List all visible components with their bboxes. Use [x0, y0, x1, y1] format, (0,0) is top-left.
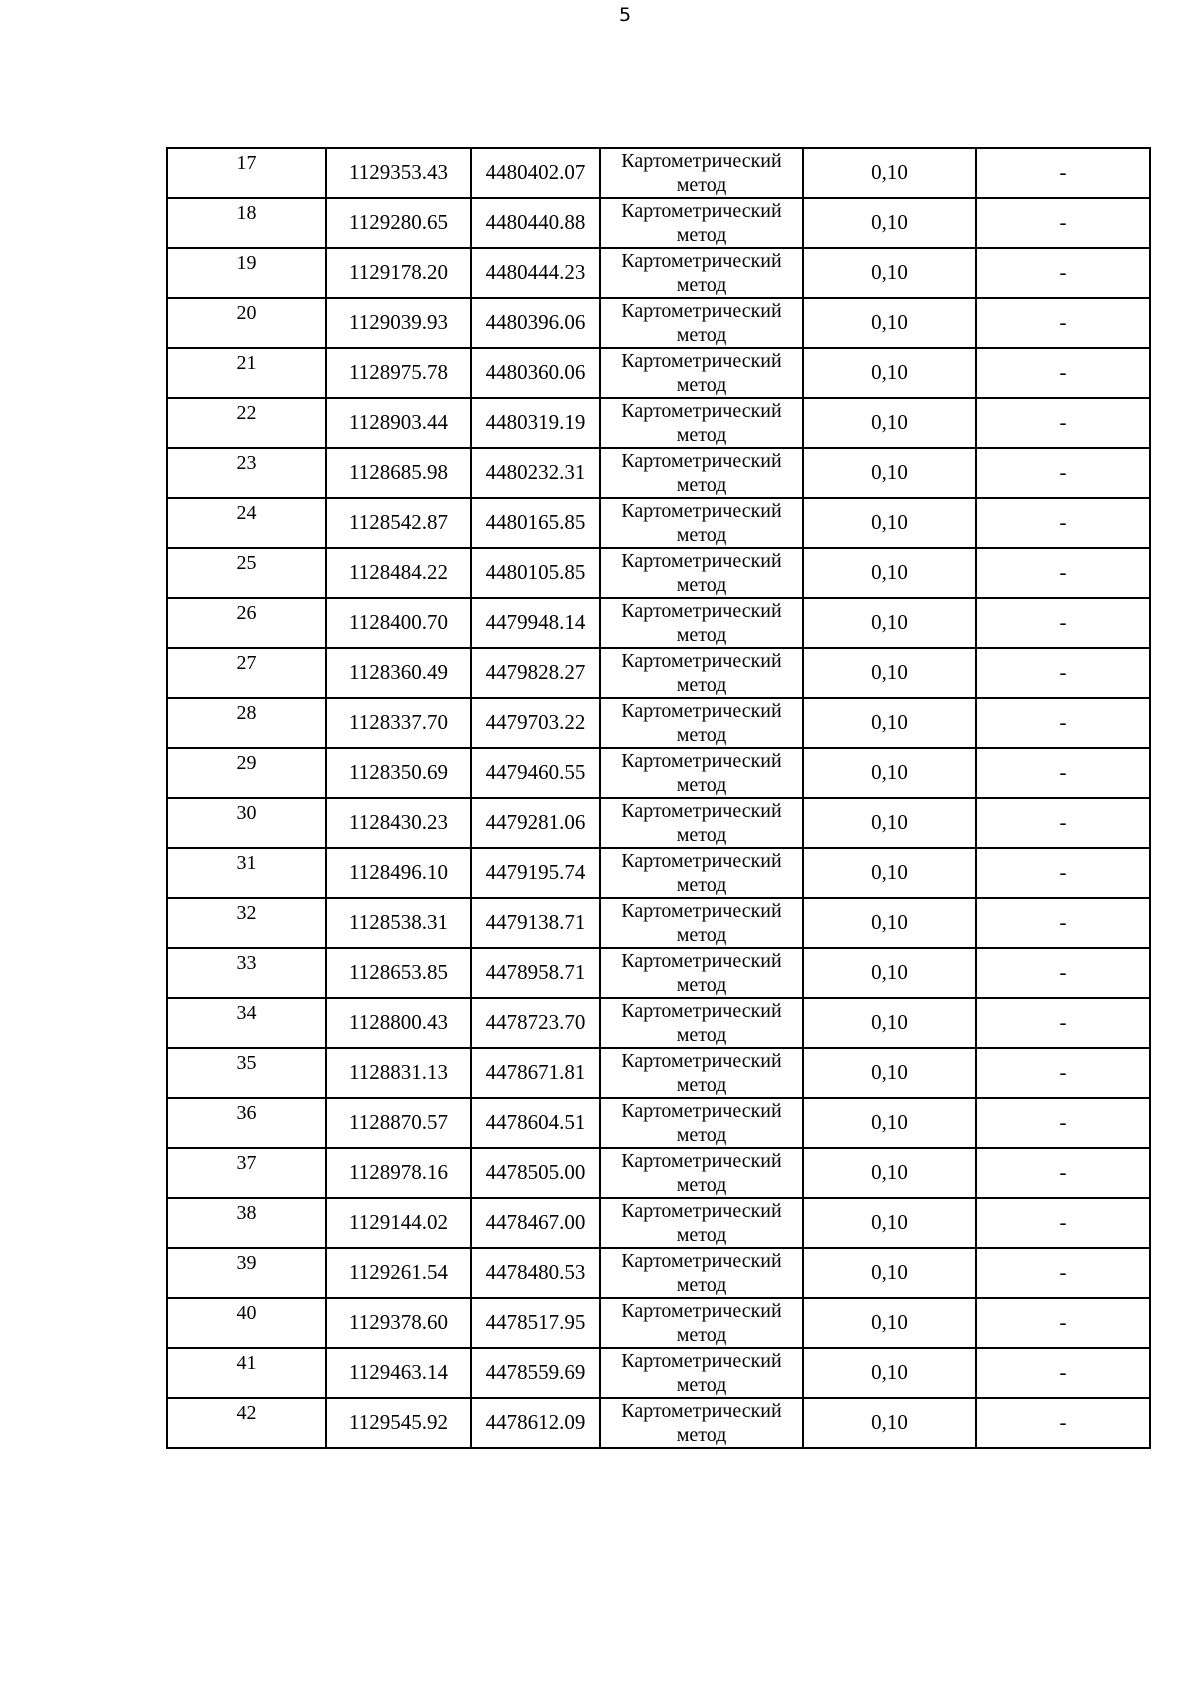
note-cell: - [976, 598, 1150, 648]
coordinate-x-cell: 1128350.69 [326, 748, 471, 798]
accuracy-cell: 0,10 [803, 298, 976, 348]
accuracy-cell: 0,10 [803, 248, 976, 298]
table-row [167, 248, 1150, 298]
table-row [167, 498, 1150, 548]
point-number-cell: 42 [167, 1398, 326, 1448]
coordinate-y-cell: 4478480.53 [471, 1248, 600, 1298]
accuracy-cell: 0,10 [803, 948, 976, 998]
coordinate-y-cell: 4479195.74 [471, 848, 600, 898]
method-cell: Картометрический метод [600, 1198, 803, 1248]
page-number: 5 [618, 4, 632, 26]
table-row [167, 1398, 1150, 1448]
accuracy-cell: 0,10 [803, 348, 976, 398]
accuracy-cell: 0,10 [803, 848, 976, 898]
note-cell: - [976, 1348, 1150, 1398]
coordinate-y-cell: 4479828.27 [471, 648, 600, 698]
coordinate-x-cell: 1128800.43 [326, 998, 471, 1048]
coordinate-y-cell: 4478559.69 [471, 1348, 600, 1398]
note-cell: - [976, 648, 1150, 698]
method-cell: Картометрический метод [600, 248, 803, 298]
note-cell: - [976, 1298, 1150, 1348]
accuracy-cell: 0,10 [803, 798, 976, 848]
table-row [167, 298, 1150, 348]
coordinate-y-cell: 4480440.88 [471, 198, 600, 248]
note-cell: - [976, 998, 1150, 1048]
table-row [167, 1298, 1150, 1348]
table-row [167, 198, 1150, 248]
coordinate-x-cell: 1128685.98 [326, 448, 471, 498]
coordinate-y-cell: 4479281.06 [471, 798, 600, 848]
coordinate-y-cell: 4480232.31 [471, 448, 600, 498]
point-number-cell: 36 [167, 1098, 326, 1148]
note-cell: - [976, 198, 1150, 248]
method-cell: Картометрический метод [600, 1348, 803, 1398]
coordinate-x-cell: 1129353.43 [326, 148, 471, 198]
coordinate-x-cell: 1128870.57 [326, 1098, 471, 1148]
point-number-cell: 37 [167, 1148, 326, 1198]
accuracy-cell: 0,10 [803, 148, 976, 198]
accuracy-cell: 0,10 [803, 1348, 976, 1398]
coordinate-y-cell: 4480396.06 [471, 298, 600, 348]
coordinate-y-cell: 4478671.81 [471, 1048, 600, 1098]
coordinate-x-cell: 1128978.16 [326, 1148, 471, 1198]
coordinate-x-cell: 1128496.10 [326, 848, 471, 898]
note-cell: - [976, 948, 1150, 998]
method-cell: Картометрический метод [600, 1398, 803, 1448]
note-cell: - [976, 548, 1150, 598]
method-cell: Картометрический метод [600, 348, 803, 398]
coordinate-x-cell: 1129378.60 [326, 1298, 471, 1348]
accuracy-cell: 0,10 [803, 648, 976, 698]
method-cell: Картометрический метод [600, 1048, 803, 1098]
accuracy-cell: 0,10 [803, 1148, 976, 1198]
table-row [167, 698, 1150, 748]
coordinate-x-cell: 1128542.87 [326, 498, 471, 548]
point-number-cell: 33 [167, 948, 326, 998]
coordinate-x-cell: 1128337.70 [326, 698, 471, 748]
coordinate-x-cell: 1128975.78 [326, 348, 471, 398]
accuracy-cell: 0,10 [803, 548, 976, 598]
coordinates-table-body [167, 148, 1150, 1448]
accuracy-cell: 0,10 [803, 1098, 976, 1148]
method-cell: Картометрический метод [600, 898, 803, 948]
note-cell: - [976, 1198, 1150, 1248]
coordinate-x-cell: 1129545.92 [326, 1398, 471, 1448]
point-number-cell: 35 [167, 1048, 326, 1098]
accuracy-cell: 0,10 [803, 598, 976, 648]
method-cell: Картометрический метод [600, 648, 803, 698]
note-cell: - [976, 898, 1150, 948]
table-row [167, 348, 1150, 398]
coordinate-x-cell: 1128831.13 [326, 1048, 471, 1098]
table-row [167, 1098, 1150, 1148]
note-cell: - [976, 1148, 1150, 1198]
coordinates-table [166, 147, 1151, 1449]
method-cell: Картометрический метод [600, 748, 803, 798]
point-number-cell: 17 [167, 148, 326, 198]
table-row [167, 1348, 1150, 1398]
point-number-cell: 27 [167, 648, 326, 698]
table-row [167, 848, 1150, 898]
note-cell: - [976, 148, 1150, 198]
coordinate-y-cell: 4480319.19 [471, 398, 600, 448]
accuracy-cell: 0,10 [803, 698, 976, 748]
note-cell: - [976, 1098, 1150, 1148]
coordinate-y-cell: 4479703.22 [471, 698, 600, 748]
point-number-cell: 29 [167, 748, 326, 798]
method-cell: Картометрический метод [600, 948, 803, 998]
method-cell: Картометрический метод [600, 198, 803, 248]
coordinate-x-cell: 1129144.02 [326, 1198, 471, 1248]
table-row [167, 548, 1150, 598]
accuracy-cell: 0,10 [803, 498, 976, 548]
note-cell: - [976, 348, 1150, 398]
coordinate-x-cell: 1128400.70 [326, 598, 471, 648]
point-number-cell: 41 [167, 1348, 326, 1398]
table-row [167, 998, 1150, 1048]
table-row [167, 448, 1150, 498]
coordinate-y-cell: 4478958.71 [471, 948, 600, 998]
note-cell: - [976, 798, 1150, 848]
point-number-cell: 18 [167, 198, 326, 248]
coordinate-x-cell: 1128430.23 [326, 798, 471, 848]
accuracy-cell: 0,10 [803, 1298, 976, 1348]
coordinate-y-cell: 4478467.00 [471, 1198, 600, 1248]
point-number-cell: 39 [167, 1248, 326, 1298]
coordinate-x-cell: 1129178.20 [326, 248, 471, 298]
point-number-cell: 40 [167, 1298, 326, 1348]
point-number-cell: 32 [167, 898, 326, 948]
method-cell: Картометрический метод [600, 1148, 803, 1198]
accuracy-cell: 0,10 [803, 1198, 976, 1248]
coordinate-y-cell: 4478517.95 [471, 1298, 600, 1348]
point-number-cell: 30 [167, 798, 326, 848]
table-row [167, 398, 1150, 448]
point-number-cell: 20 [167, 298, 326, 348]
point-number-cell: 26 [167, 598, 326, 648]
point-number-cell: 34 [167, 998, 326, 1048]
coordinate-x-cell: 1128538.31 [326, 898, 471, 948]
table-row [167, 798, 1150, 848]
note-cell: - [976, 498, 1150, 548]
table-row [167, 948, 1150, 998]
accuracy-cell: 0,10 [803, 998, 976, 1048]
coordinate-y-cell: 4480402.07 [471, 148, 600, 198]
note-cell: - [976, 1398, 1150, 1448]
table-row [167, 898, 1150, 948]
coordinate-x-cell: 1129463.14 [326, 1348, 471, 1398]
accuracy-cell: 0,10 [803, 198, 976, 248]
coordinate-y-cell: 4479460.55 [471, 748, 600, 798]
accuracy-cell: 0,10 [803, 1048, 976, 1098]
method-cell: Картометрический метод [600, 1298, 803, 1348]
note-cell: - [976, 398, 1150, 448]
note-cell: - [976, 298, 1150, 348]
method-cell: Картометрический метод [600, 998, 803, 1048]
accuracy-cell: 0,10 [803, 448, 976, 498]
table-row [167, 1148, 1150, 1198]
method-cell: Картометрический метод [600, 798, 803, 848]
method-cell: Картометрический метод [600, 1248, 803, 1298]
note-cell: - [976, 748, 1150, 798]
table-row [167, 1198, 1150, 1248]
coordinate-x-cell: 1129039.93 [326, 298, 471, 348]
table-row [167, 1048, 1150, 1098]
coordinate-y-cell: 4478604.51 [471, 1098, 600, 1148]
coordinate-x-cell: 1129261.54 [326, 1248, 471, 1298]
point-number-cell: 25 [167, 548, 326, 598]
method-cell: Картометрический метод [600, 148, 803, 198]
point-number-cell: 22 [167, 398, 326, 448]
coordinate-x-cell: 1128653.85 [326, 948, 471, 998]
accuracy-cell: 0,10 [803, 398, 976, 448]
note-cell: - [976, 848, 1150, 898]
coordinate-x-cell: 1128484.22 [326, 548, 471, 598]
accuracy-cell: 0,10 [803, 1248, 976, 1298]
coordinate-y-cell: 4480360.06 [471, 348, 600, 398]
note-cell: - [976, 448, 1150, 498]
point-number-cell: 24 [167, 498, 326, 548]
method-cell: Картометрический метод [600, 848, 803, 898]
point-number-cell: 31 [167, 848, 326, 898]
coordinate-y-cell: 4478505.00 [471, 1148, 600, 1198]
table-row [167, 648, 1150, 698]
method-cell: Картометрический метод [600, 298, 803, 348]
coordinate-y-cell: 4480165.85 [471, 498, 600, 548]
note-cell: - [976, 698, 1150, 748]
coordinate-y-cell: 4480444.23 [471, 248, 600, 298]
accuracy-cell: 0,10 [803, 748, 976, 798]
coordinate-y-cell: 4478612.09 [471, 1398, 600, 1448]
point-number-cell: 28 [167, 698, 326, 748]
table-row [167, 148, 1150, 198]
accuracy-cell: 0,10 [803, 1398, 976, 1448]
coordinate-y-cell: 4479138.71 [471, 898, 600, 948]
note-cell: - [976, 248, 1150, 298]
note-cell: - [976, 1248, 1150, 1298]
coordinate-y-cell: 4478723.70 [471, 998, 600, 1048]
coordinate-x-cell: 1128360.49 [326, 648, 471, 698]
table-row [167, 598, 1150, 648]
method-cell: Картометрический метод [600, 548, 803, 598]
point-number-cell: 23 [167, 448, 326, 498]
point-number-cell: 21 [167, 348, 326, 398]
table-row [167, 748, 1150, 798]
accuracy-cell: 0,10 [803, 898, 976, 948]
table-row [167, 1248, 1150, 1298]
coordinate-x-cell: 1129280.65 [326, 198, 471, 248]
method-cell: Картометрический метод [600, 448, 803, 498]
method-cell: Картометрический метод [600, 498, 803, 548]
coordinate-x-cell: 1128903.44 [326, 398, 471, 448]
method-cell: Картометрический метод [600, 1098, 803, 1148]
method-cell: Картометрический метод [600, 398, 803, 448]
method-cell: Картометрический метод [600, 698, 803, 748]
method-cell: Картометрический метод [600, 598, 803, 648]
note-cell: - [976, 1048, 1150, 1098]
coordinate-y-cell: 4479948.14 [471, 598, 600, 648]
point-number-cell: 38 [167, 1198, 326, 1248]
point-number-cell: 19 [167, 248, 326, 298]
coordinate-y-cell: 4480105.85 [471, 548, 600, 598]
